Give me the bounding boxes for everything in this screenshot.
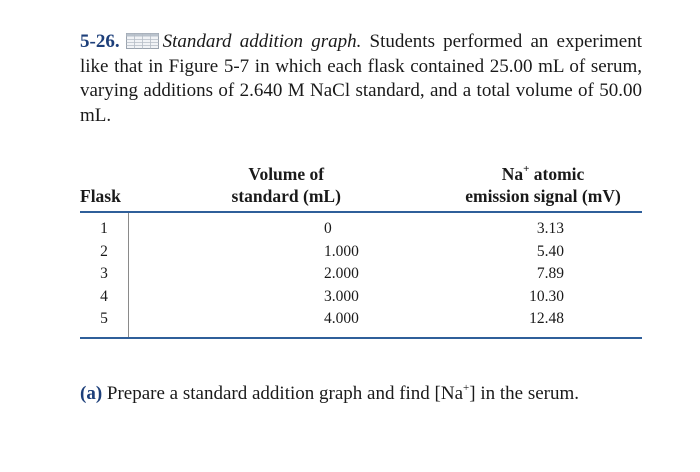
header-volume: Volume of standard (mL): [231, 164, 341, 206]
problem-text: Students performed an experiment like that in Figure 5-7 in which each flask contained 25.00 mL of serum, varying additions of 2.640 M NaCl standard, and a total volume of 50.00 mL.: [80, 31, 642, 126]
volume-cell: 0: [324, 220, 332, 237]
problem-title: Standard addition graph.: [162, 31, 362, 52]
table-row: [80, 212, 642, 241]
table-row: [80, 241, 642, 264]
problem-number: 5-26.: [80, 31, 120, 52]
table-row: [80, 263, 642, 286]
spreadsheet-icon: [126, 32, 159, 48]
signal-cell: 12.48: [529, 310, 564, 328]
flask-cell: 3: [80, 263, 129, 286]
flask-cell: 1: [80, 212, 129, 241]
volume-cell: 1.000: [324, 242, 359, 260]
data-table: [80, 163, 642, 339]
table-row: [80, 286, 642, 309]
signal-cell: 10.30: [529, 287, 564, 305]
header-signal: Na+ atomic emission signal (mV): [465, 163, 621, 206]
table-row: [80, 308, 642, 338]
header-flask: Flask: [80, 186, 121, 206]
problem-statement: [80, 30, 642, 128]
signal-cell: 3.13: [536, 220, 564, 237]
volume-cell: 4.000: [324, 310, 359, 328]
signal-cell: 5.40: [536, 242, 564, 260]
part-a: (a) Prepare a standard addition graph and find [Na+] in the serum.: [80, 382, 580, 404]
part-a-label: (a): [80, 383, 103, 404]
flask-cell: 5: [80, 308, 129, 338]
flask-cell: 4: [80, 286, 129, 309]
volume-cell: 3.000: [324, 287, 359, 305]
signal-cell: 7.89: [536, 265, 564, 283]
volume-cell: 2.000: [324, 265, 359, 283]
flask-cell: 2: [80, 241, 129, 264]
